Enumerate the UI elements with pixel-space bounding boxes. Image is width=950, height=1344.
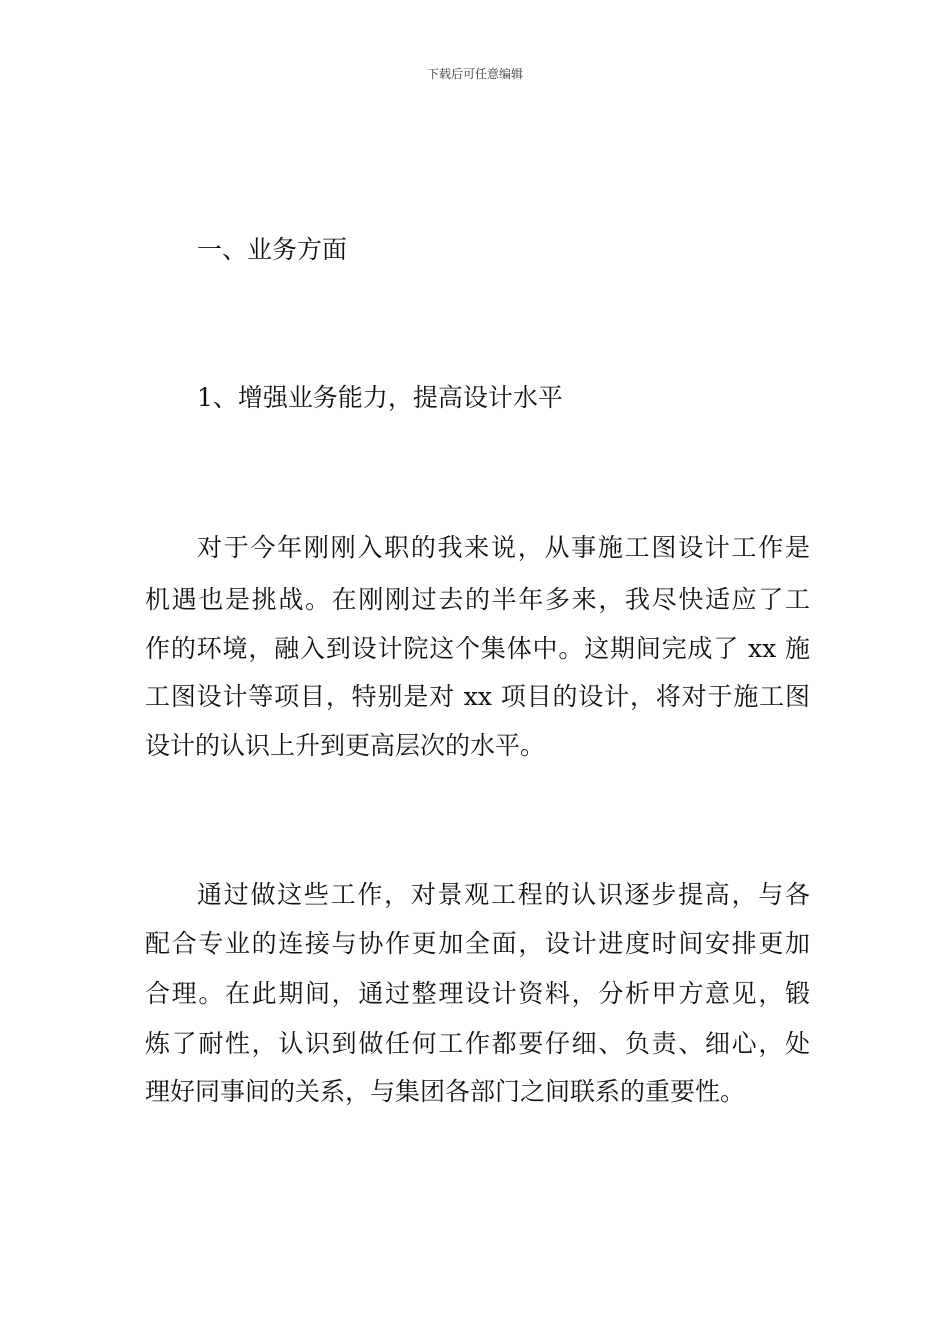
paragraph-line: 作的环境，融入到设计院这个集体中。这期间完成了 xx 施 bbox=[145, 634, 810, 663]
paragraph-line: 机遇也是挑战。在刚刚过去的半年多来，我尽快适应了工 bbox=[145, 585, 810, 614]
section-heading: 一、业务方面 bbox=[197, 235, 348, 264]
paragraph-line: 设计的认识上升到更高层次的水平。 bbox=[145, 731, 546, 760]
paragraph-line: 配合专业的连接与协作更加全面，设计进度时间安排更加 bbox=[145, 929, 810, 958]
paragraph-line: 通过做这些工作，对景观工程的认识逐步提高，与各 bbox=[197, 880, 810, 909]
paragraph-line: 对于今年刚刚入职的我来说，从事施工图设计工作是 bbox=[197, 533, 810, 562]
header-note: 下载后可任意编辑 bbox=[426, 67, 523, 81]
paragraph-line: 理好同事间的关系，与集团各部门之间联系的重要性。 bbox=[145, 1077, 746, 1106]
sub-heading: 1、增强业务能力，提高设计水平 bbox=[197, 383, 563, 412]
paragraph-line: 炼了耐性，认识到做任何工作都要仔细、负责、细心，处 bbox=[145, 1029, 810, 1058]
paragraph-line: 合理。在此期间，通过整理设计资料，分析甲方意见，锻 bbox=[145, 979, 810, 1008]
paragraph-line: 工图设计等项目，特别是对 xx 项目的设计，将对于施工图 bbox=[145, 682, 810, 711]
